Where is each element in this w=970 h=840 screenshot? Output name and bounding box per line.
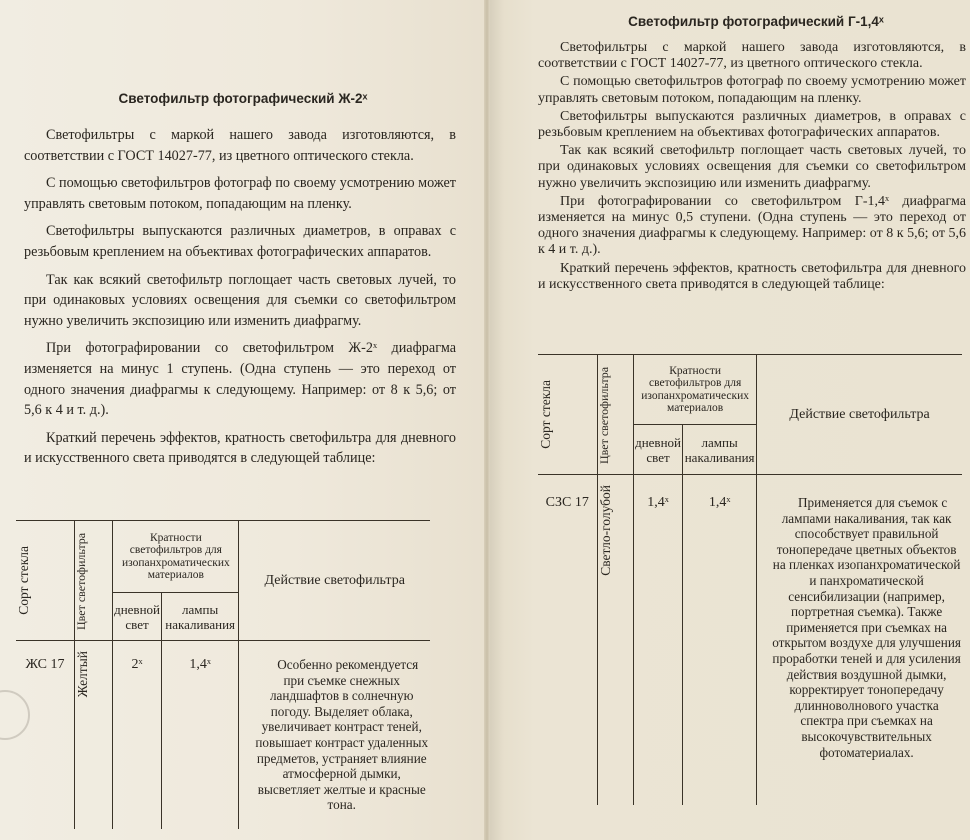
header-glass-label: Сорт стекла [16,546,31,615]
table-header-lamps [161,593,239,641]
table-header-effect [239,521,430,641]
table-header-glass [538,355,597,475]
header-lamps-label: лампы накаливания [684,434,755,465]
header-effect-label: Действие светофильтра [789,406,930,422]
left-page-body [24,125,456,469]
table-row-lamps [161,641,239,829]
table-row-effect [757,475,962,805]
header-multiplicity-label: Кратности светофильтров для изопанхроматических материалов [121,531,230,581]
left-paragraph: Краткий перечень эффектов, кратность светофильтра для дневного и искусственного света приводятся в следующей таблице: [24,429,456,467]
left-page-title-block [30,91,456,106]
left-paragraph: При фотографировании со светофильтром Ж-2ˣ диафрагма изменяется на минус 1 ступень. (Одна ступень — это переход от одного значения диафрагмы к следующему. Например: от 8 к 5,6; от 5,6 к 4 и т. д.). [24,340,456,419]
row-day-value: 1,4ˣ [647,495,669,510]
left-filter-table [16,520,430,829]
table-header-color [597,355,634,475]
header-day-label: дневной свет [114,601,160,632]
page-gutter [484,0,490,840]
table-header-lamps [683,425,757,475]
left-paragraph: С помощью светофильтров фотограф по своему усмотрению может управлять световым потоком, попадающим на пленку. [24,175,456,212]
row-day-value: 2ˣ [131,657,143,672]
right-paragraph: Светофильтры с маркой нашего завода изготовляются, в соответствии с ГОСТ 14027-77, из цветного оптического стекла. [538,40,966,72]
row-effect-value: Особенно рекомендуется при съемке снежных ландшафтов в солнечную погоду. Выделяет облака, увеличивает контраст теней, повышает контраст удаленных предметов, устраняет влияние атмосферной дымки, высветляет желтые и красные тона. [255,657,429,813]
right-paragraph: Так как всякий светофильтр поглощает часть световых лучей, то при одинаковых условиях освещения для съемки со светофильтром нужно увеличить экспозицию или изменить диафрагму. [538,143,966,191]
right-page-body [538,40,966,293]
table-row-day [113,641,162,829]
row-lamps-value: 1,4ˣ [189,657,211,672]
row-color-value: Желтый [74,651,90,698]
row-color-value: Светло-голубой [597,485,613,576]
header-color-label: Цвет светофильтра [596,365,611,464]
table-header-day [113,593,162,641]
table-header-multiplicity [634,355,757,425]
table-row-glass [538,475,597,805]
table-row-color [74,641,112,829]
right-filter-table [538,354,962,805]
table-row-color [597,475,634,805]
left-paragraph: Светофильтры с маркой нашего завода изготовляются, в соответствии с ГОСТ 14027-77, из цветного оптического стекла. [24,127,456,164]
table-row-day [634,475,683,805]
right-paragraph: Краткий перечень эффектов, кратность светофильтра для дневного и искусственного света приводятся в следующей таблице: [538,260,966,292]
row-glass-value: ЖС 17 [25,657,65,672]
row-lamps-value: 1,4ˣ [708,495,731,510]
right-page-title: Светофильтр фотографический Г-1,4ˣ [628,14,884,29]
header-effect-label: Действие светофильтра [264,572,405,588]
right-paragraph: С помощью светофильтров фотограф по своему усмотрению может управлять световым потоком, попадающим на пленку. [538,74,966,106]
right-page-title-block [546,14,966,29]
header-lamps-label: лампы накаливания [165,601,236,632]
table-row-glass [16,641,74,829]
right-paragraph: При фотографировании со светофильтром Г-1,4ˣ диафрагма изменяется на минус 0,5 ступени. (Одна ступень — это переход от одного значения диафрагмы к следующему. Например: от 8 к 5,6; от 5,6 к 4 и т. д.). [538,193,966,258]
table-row-lamps [683,475,757,805]
table-header-color [74,521,112,641]
right-paragraph: Светофильтры выпускаются различных диаметров, в оправах с резьбовым креплением на объективах фотографических аппаратов. [538,108,966,141]
right-page [486,0,970,840]
table-header-glass [16,521,74,641]
table-header-multiplicity [113,521,239,593]
table-header-effect [757,355,962,475]
table-header-day [634,425,683,475]
left-page-title: Светофильтр фотографический Ж-2ˣ [118,91,368,106]
left-paragraph: Так как всякий светофильтр поглощает часть световых лучей, то при одинаковых условиях освещения для съемки со светофильтром нужно увеличить экспозицию или изменить диафрагму. [24,271,456,329]
row-glass-value: СЗС 17 [545,495,589,510]
header-day-label: дневной свет [635,434,681,465]
header-multiplicity-label: Кратности светофильтров для изопанхроматических материалов [641,364,750,414]
table-row-effect [239,641,430,829]
header-color-label: Цвет светофильтра [73,531,88,630]
header-glass-label: Сорт стекла [538,380,553,449]
left-paragraph: Светофильтры выпускаются различных диаметров, в оправах с резьбовым креплением на объективах фотографических аппаратов. [24,223,456,260]
row-effect-value: Применяется для съемок с лампами накаливания, так как способствует правильной тонопередаче цветных объектов на пленках изопанхроматической и панхроматической сенсибилизации (например, портретная съемка). Также применяется при съемках на открытом воздухе для улучшения проработки теней и для усиления действия воздушной дымки, корректирует тонопередачу длинноволнового участка спектра при съемках на высокочувствительных фотоматериалах. [772,495,961,760]
